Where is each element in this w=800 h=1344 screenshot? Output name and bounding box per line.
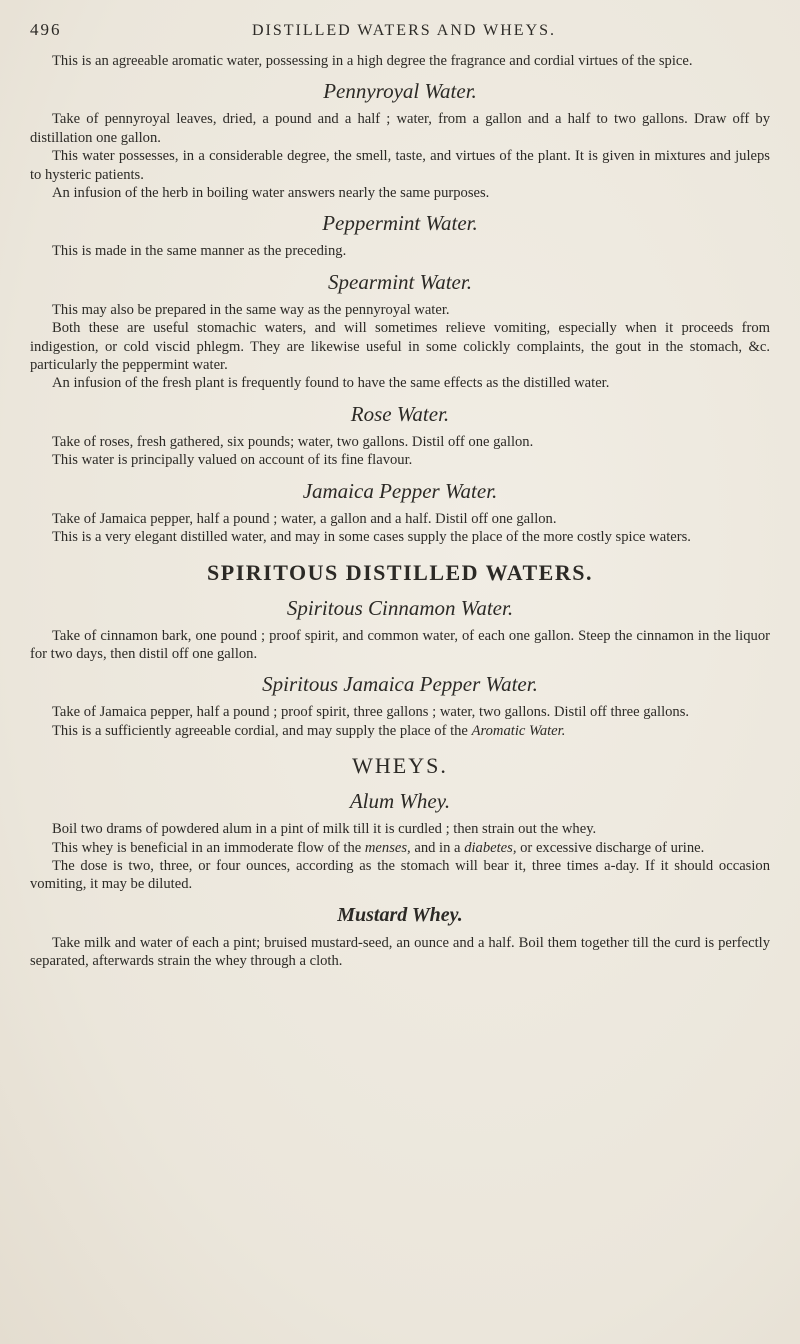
pennyroyal-notes: This water possesses, in a considerable degree, the smell, taste, and virtues of the plant. It is given in mixtures and juleps to hysteric patients. [30, 148, 770, 183]
pennyroyal-recipe: Take of pennyroyal leaves, dried, a pound and a half ; water, from a gallon and a half to two gallons. Draw off by distillation one gallon. [30, 111, 770, 146]
spirituous-jamaica-heading: Spiritous Jamaica Pepper Water. [262, 672, 538, 697]
pennyroyal-infusion: An infusion of the herb in boiling water answers nearly the same purposes. [52, 185, 490, 202]
spirituous-section-heading: SPIRITOUS DISTILLED WATERS. [207, 559, 593, 585]
text-span: This is a sufficiently agreeable cordial, and may supply the place of the [52, 722, 472, 739]
alum-whey-recipe: Boil two drams of powdered alum in a pint of milk till it is curdled ; then strain out the whey. [52, 821, 597, 838]
rose-heading: Rose Water. [350, 401, 450, 426]
page-number: 496 [30, 20, 62, 39]
spearmint-infusion: An infusion of the fresh plant is frequently found to have the same effects as the distilled water. [52, 375, 610, 392]
running-title: DISTILLED WATERS AND WHEYS. [251, 22, 557, 39]
rose-recipe: Take of roses, fresh gathered, six pounds; water, two gallons. Distil off one gallon. [52, 433, 534, 450]
spirituous-cinnamon-heading: Spiritous Cinnamon Water. [286, 595, 514, 620]
mustard-whey-heading: Mustard Whey. [337, 903, 463, 926]
running-head [30, 20, 770, 52]
alum-whey-uses [30, 839, 770, 857]
wheys-section-heading: WHEYS. [352, 753, 448, 779]
spearmint-uses: Both these are useful stomachic waters, and will sometimes relieve vomiting, especially when it proceeds from indigestion, or cold viscid phlegm. They are likewise useful in some colickly complaints, the gout in the stomach, &c. particularly the peppermint water. [30, 320, 770, 374]
jamaica-recipe: Take of Jamaica pepper, half a pound ; water, a gallon and a half. Distil off one gallon. [52, 510, 557, 527]
spirituous-cinnamon-recipe: Take of cinnamon bark, one pound ; proof spirit, and common water, of each one gallon. Steep the cinnamon in the liquor for two days, then distil off one gallon. [30, 627, 770, 662]
diabetes-term: diabetes, [464, 839, 517, 856]
rose-notes: This water is principally valued on account of its fine flavour. [52, 452, 413, 469]
text-span: or excessive discharge of urine. [516, 839, 705, 856]
pennyroyal-heading: Pennyroyal Water. [323, 79, 477, 104]
alum-whey-dose: The dose is two, three, or four ounces, according as the stomach will bear it, three times a-day. If it should occasion vomiting, it may be diluted. [30, 857, 770, 893]
aromatic-water-ref: Aromatic Water. [471, 722, 566, 739]
spirituous-jamaica-notes [30, 722, 770, 740]
peppermint-heading: Peppermint Water. [322, 211, 478, 236]
alum-whey-heading: Alum Whey. [349, 789, 451, 814]
menses-term: menses, [364, 839, 411, 856]
spearmint-recipe: This may also be prepared in the same way as the pennyroyal water. [52, 301, 450, 318]
text-span: and in a [410, 839, 465, 856]
spirituous-jamaica-recipe: Take of Jamaica pepper, half a pound ; proof spirit, three gallons ; water, two gallons. Distil off three gallons. [52, 704, 690, 721]
jamaica-heading: Jamaica Pepper Water. [302, 478, 498, 503]
jamaica-notes: This is a very elegant distilled water, and may in some cases supply the place of the more costly spice waters. [52, 529, 691, 546]
intro-paragraph: This is an agreeable aromatic water, possessing in a high degree the fragrance and cordial virtues of the spice. [52, 53, 693, 69]
spearmint-heading: Spearmint Water. [328, 269, 472, 294]
text-span: This whey is beneficial in an immoderate flow of the [52, 839, 365, 856]
peppermint-recipe: This is made in the same manner as the preceding. [52, 243, 347, 260]
mustard-whey-recipe: Take milk and water of each a pint; bruised mustard-seed, an ounce and a half. Boil them together till the curd is perfectly separated, afterwards strain the whey through a cloth. [30, 934, 770, 970]
